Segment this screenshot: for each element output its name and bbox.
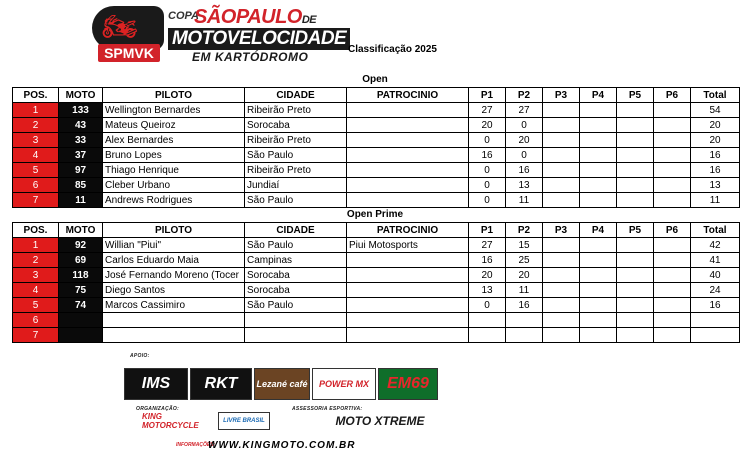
cell-piloto: Mateus Queiroz [103, 118, 245, 133]
column-header-p1: P1 [469, 223, 506, 238]
cell-p5 [617, 118, 654, 133]
table-row [13, 268, 740, 283]
cell-p1: 0 [469, 193, 506, 208]
logo-line1: SÃOPAULODE [194, 6, 317, 28]
cell-p5 [617, 193, 654, 208]
cell-p6 [654, 148, 691, 163]
table-row [13, 193, 740, 208]
cell-patrocinio [347, 298, 469, 313]
cell-pos: 3 [13, 133, 59, 148]
cell-moto: 92 [59, 238, 103, 253]
table-row [13, 283, 740, 298]
cell-total [691, 313, 740, 328]
column-header-pos: POS. [13, 223, 59, 238]
table-row [13, 103, 740, 118]
cell-patrocinio [347, 148, 469, 163]
cell-p2: 27 [506, 103, 543, 118]
cell-p1: 16 [469, 253, 506, 268]
cell-p6 [654, 178, 691, 193]
logo-line2: MOTOVELOCIDADE [168, 28, 350, 50]
cell-p4 [580, 328, 617, 343]
cell-p3 [543, 118, 580, 133]
cell-patrocinio [347, 253, 469, 268]
table-row [13, 298, 740, 313]
column-header-patrocinio: PATROCINIO [347, 223, 469, 238]
cell-pos: 7 [13, 193, 59, 208]
cell-p1: 0 [469, 133, 506, 148]
cell-p5 [617, 298, 654, 313]
cell-pos: 7 [13, 328, 59, 343]
sponsor-power-mx[interactable]: POWER MX [312, 368, 376, 400]
cell-p6 [654, 163, 691, 178]
column-header-moto: MOTO [59, 88, 103, 103]
cell-p1: 27 [469, 103, 506, 118]
cell-pos: 1 [13, 238, 59, 253]
sponsor-lezane[interactable]: Lezané café [254, 368, 310, 400]
table-row [13, 313, 740, 328]
cell-total: 54 [691, 103, 740, 118]
cell-moto [59, 328, 103, 343]
sponsor-em69[interactable]: EM69 [378, 368, 438, 400]
table-row [13, 118, 740, 133]
cell-patrocinio [347, 178, 469, 193]
cell-p1: 20 [469, 118, 506, 133]
column-header-cidade: CIDADE [245, 223, 347, 238]
cell-p5 [617, 103, 654, 118]
cell-patrocinio [347, 103, 469, 118]
cell-piloto [103, 328, 245, 343]
cell-pos: 3 [13, 268, 59, 283]
column-header-p3: P3 [543, 223, 580, 238]
cell-total [691, 328, 740, 343]
cell-p6 [654, 298, 691, 313]
table-row [13, 328, 740, 343]
cell-moto: 75 [59, 283, 103, 298]
cell-piloto: Bruno Lopes [103, 148, 245, 163]
cell-patrocinio [347, 163, 469, 178]
cell-p5 [617, 328, 654, 343]
cell-total: 13 [691, 178, 740, 193]
cell-pos: 6 [13, 178, 59, 193]
cell-moto: 69 [59, 253, 103, 268]
table-row [13, 253, 740, 268]
cell-piloto [103, 313, 245, 328]
cell-p4 [580, 268, 617, 283]
cell-p6 [654, 313, 691, 328]
cell-piloto: Wellington Bernardes [103, 103, 245, 118]
cell-patrocinio [347, 328, 469, 343]
cell-p5 [617, 283, 654, 298]
cell-p3 [543, 238, 580, 253]
results-table-open [12, 87, 740, 208]
cell-p2: 20 [506, 133, 543, 148]
table-row [13, 178, 740, 193]
website-link[interactable]: WWW.KINGMOTO.COM.BR [208, 440, 356, 451]
column-header-p5: P5 [617, 223, 654, 238]
cell-moto: 33 [59, 133, 103, 148]
cell-p3 [543, 253, 580, 268]
cell-p4 [580, 253, 617, 268]
table-row [13, 148, 740, 163]
cell-total: 16 [691, 298, 740, 313]
cell-p2: 11 [506, 193, 543, 208]
cell-moto: 97 [59, 163, 103, 178]
cell-p1: 0 [469, 298, 506, 313]
cell-p4 [580, 298, 617, 313]
column-header-p2: P2 [506, 223, 543, 238]
column-header-moto: MOTO [59, 223, 103, 238]
column-header-total: Total [691, 223, 740, 238]
cell-p5 [617, 238, 654, 253]
cell-moto: 85 [59, 178, 103, 193]
cell-total: 16 [691, 148, 740, 163]
column-header-total: Total [691, 88, 740, 103]
table-row [13, 238, 740, 253]
logo-copa: COPA [168, 10, 199, 22]
cell-moto: 118 [59, 268, 103, 283]
cell-total: 11 [691, 193, 740, 208]
cell-p1: 20 [469, 268, 506, 283]
cell-piloto: José Fernando Moreno (Tocer [103, 268, 245, 283]
cell-piloto: Marcos Cassimiro [103, 298, 245, 313]
table-row [13, 133, 740, 148]
cell-p2: 25 [506, 253, 543, 268]
cell-cidade: Sorocaba [245, 118, 347, 133]
cell-p3 [543, 133, 580, 148]
cell-moto: 11 [59, 193, 103, 208]
column-header-p3: P3 [543, 88, 580, 103]
column-header-p1: P1 [469, 88, 506, 103]
cell-p3 [543, 148, 580, 163]
cell-p3 [543, 193, 580, 208]
cell-p3 [543, 298, 580, 313]
cell-cidade: São Paulo [245, 193, 347, 208]
cell-total: 42 [691, 238, 740, 253]
cell-total: 41 [691, 253, 740, 268]
cell-p3 [543, 268, 580, 283]
cell-cidade: São Paulo [245, 298, 347, 313]
cell-piloto: Carlos Eduardo Maia [103, 253, 245, 268]
cell-p6 [654, 238, 691, 253]
cell-p2: 0 [506, 118, 543, 133]
cell-p1: 16 [469, 148, 506, 163]
cell-patrocinio [347, 193, 469, 208]
cell-p2: 0 [506, 148, 543, 163]
cell-patrocinio [347, 313, 469, 328]
cell-pos: 4 [13, 283, 59, 298]
cell-patrocinio [347, 133, 469, 148]
sponsor-moto-xtreme[interactable]: MOTO XTREME [335, 414, 425, 428]
event-logo [92, 6, 347, 64]
cell-p1: 27 [469, 238, 506, 253]
column-header-p2: P2 [506, 88, 543, 103]
cell-cidade: Ribeirão Preto [245, 163, 347, 178]
cell-p2 [506, 313, 543, 328]
cell-p4 [580, 103, 617, 118]
cell-p6 [654, 253, 691, 268]
cell-moto: 37 [59, 148, 103, 163]
cell-p5 [617, 163, 654, 178]
table-row [13, 163, 740, 178]
cell-p1 [469, 313, 506, 328]
cell-piloto: Willian "Piui" [103, 238, 245, 253]
sponsor-livre-brasil[interactable]: LIVRE BRASIL [218, 412, 270, 430]
cell-p5 [617, 313, 654, 328]
cell-pos: 6 [13, 313, 59, 328]
cell-p1: 0 [469, 163, 506, 178]
cell-patrocinio [347, 118, 469, 133]
cell-p2 [506, 328, 543, 343]
info-label: INFORMAÇÕES: [176, 442, 216, 448]
cell-patrocinio [347, 268, 469, 283]
cell-cidade [245, 328, 347, 343]
cell-moto: 74 [59, 298, 103, 313]
cell-p5 [617, 253, 654, 268]
cell-moto: 133 [59, 103, 103, 118]
cell-p4 [580, 283, 617, 298]
cell-patrocinio [347, 283, 469, 298]
cell-cidade: Campinas [245, 253, 347, 268]
category-title-open: Open [362, 74, 388, 85]
sponsor-rkt[interactable]: RKT [190, 368, 252, 400]
cell-cidade: Sorocaba [245, 283, 347, 298]
cell-p4 [580, 178, 617, 193]
cell-p2: 20 [506, 268, 543, 283]
sponsor-ims[interactable]: IMS [124, 368, 188, 400]
cell-cidade: Sorocaba [245, 268, 347, 283]
cell-p6 [654, 103, 691, 118]
cell-p6 [654, 268, 691, 283]
cell-p6 [654, 283, 691, 298]
cell-p4 [580, 118, 617, 133]
cell-p5 [617, 178, 654, 193]
page-title: Classificação 2025 [348, 44, 437, 55]
cell-p6 [654, 193, 691, 208]
cell-p5 [617, 148, 654, 163]
cell-p2: 11 [506, 283, 543, 298]
category-title-open-prime: Open Prime [346, 209, 404, 220]
cell-p1 [469, 328, 506, 343]
cell-p2: 13 [506, 178, 543, 193]
cell-patrocinio: Piui Motosports [347, 238, 469, 253]
cell-p4 [580, 193, 617, 208]
cell-cidade: São Paulo [245, 148, 347, 163]
cell-p1: 0 [469, 178, 506, 193]
column-header-p5: P5 [617, 88, 654, 103]
cell-cidade: Jundiaí [245, 178, 347, 193]
cell-piloto: Alex Bernardes [103, 133, 245, 148]
column-header-p6: P6 [654, 88, 691, 103]
motorcycle-icon: 🏍 [102, 11, 138, 42]
cell-total: 16 [691, 163, 740, 178]
table-header-row [13, 223, 740, 238]
organizacao-label: ORGANIZAÇÃO: [136, 406, 180, 412]
cell-cidade: Ribeirão Preto [245, 133, 347, 148]
results-table-open-prime [12, 222, 740, 343]
cell-p3 [543, 283, 580, 298]
cell-piloto: Andrews Rodrigues [103, 193, 245, 208]
cell-moto [59, 313, 103, 328]
cell-p3 [543, 163, 580, 178]
column-header-patrocinio: PATROCINIO [347, 88, 469, 103]
cell-piloto: Thiago Henrique [103, 163, 245, 178]
column-header-p4: P4 [580, 223, 617, 238]
cell-p4 [580, 163, 617, 178]
column-header-pos: POS. [13, 88, 59, 103]
cell-pos: 1 [13, 103, 59, 118]
cell-p3 [543, 313, 580, 328]
cell-total: 20 [691, 118, 740, 133]
cell-p2: 16 [506, 163, 543, 178]
cell-p3 [543, 328, 580, 343]
cell-p6 [654, 328, 691, 343]
cell-cidade: São Paulo [245, 238, 347, 253]
cell-pos: 2 [13, 253, 59, 268]
cell-moto: 43 [59, 118, 103, 133]
cell-cidade: Ribeirão Preto [245, 103, 347, 118]
cell-p4 [580, 238, 617, 253]
cell-p1: 13 [469, 283, 506, 298]
cell-p3 [543, 103, 580, 118]
cell-p2: 15 [506, 238, 543, 253]
cell-p2: 16 [506, 298, 543, 313]
cell-total: 24 [691, 283, 740, 298]
cell-piloto: Diego Santos [103, 283, 245, 298]
cell-p4 [580, 313, 617, 328]
cell-pos: 4 [13, 148, 59, 163]
cell-p5 [617, 133, 654, 148]
cell-p6 [654, 118, 691, 133]
assessoria-label: ASSESSORIA ESPORTIVA: [292, 406, 363, 412]
column-header-piloto: PILOTO [103, 223, 245, 238]
column-header-cidade: CIDADE [245, 88, 347, 103]
cell-p4 [580, 133, 617, 148]
logo-badge: SPMVK [98, 44, 160, 62]
apoio-label: APOIO: [130, 353, 150, 359]
cell-cidade [245, 313, 347, 328]
column-header-p6: P6 [654, 223, 691, 238]
cell-total: 20 [691, 133, 740, 148]
column-header-p4: P4 [580, 88, 617, 103]
cell-p4 [580, 148, 617, 163]
sponsor-king-motorcycle[interactable]: KING MOTORCYCLE [142, 412, 199, 430]
cell-p5 [617, 268, 654, 283]
logo-line3: EM KARTÓDROMO [192, 50, 309, 64]
cell-pos: 5 [13, 298, 59, 313]
cell-p3 [543, 178, 580, 193]
cell-piloto: Cleber Urbano [103, 178, 245, 193]
column-header-piloto: PILOTO [103, 88, 245, 103]
table-header-row [13, 88, 740, 103]
cell-total: 40 [691, 268, 740, 283]
cell-p6 [654, 133, 691, 148]
cell-pos: 2 [13, 118, 59, 133]
cell-pos: 5 [13, 163, 59, 178]
